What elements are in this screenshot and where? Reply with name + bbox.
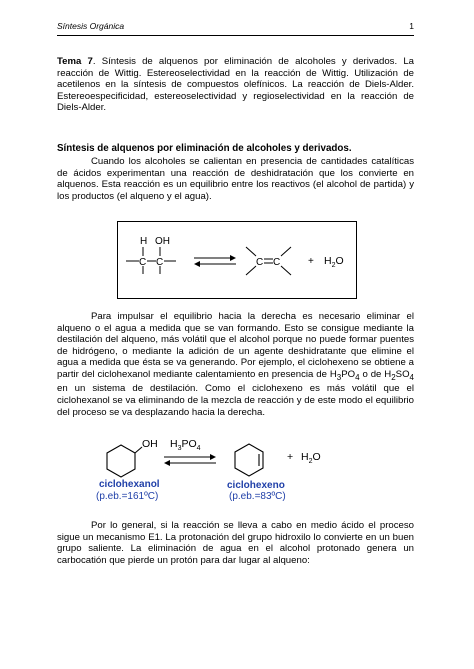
scheme2-plus: + [287,451,294,463]
dehydration-scheme [117,221,357,299]
reactant-name: ciclohexanol [99,479,160,490]
scheme1-c4: C [273,257,281,268]
topic-intro [57,56,414,114]
page-number: 1 [409,21,414,31]
paragraph-mechanism: Por lo general, si la reacción se lleva a cabo en medio ácido el proceso sigue un mecanismo E1. La protonación del grupo hidroxilo lo convierte en un buen grupo saliente. La eliminación de agua en el alcohol protonado genera un carbocatión que pierde un protón para dar lugar al alqueno: [57,520,414,566]
scheme2-water: $H_2O$ [301,451,321,465]
scheme1-water: $H_2O$ [324,255,344,269]
topic-label: Tema 7 [57,56,93,67]
scheme1-alkene-bond-lr [281,266,291,275]
topic-text: . Síntesis de alquenos por eliminación de alcoholes y derivados. La reacción de Wittig. Estereoselectividad en la reacción de Wittig. Utilización de acetilenos en la síntesis de compuestos olefínicos. La reacción de Diels-Alder. Estereoespecificidad, estereoselectividad y regioselectividad en la reacción de Diels-Alder. [57,56,415,114]
running-title: Síntesis Orgánica [57,21,125,31]
dehydration-scheme-drawing [118,222,356,298]
equilibrium-arrows-icon [194,255,236,267]
scheme1-alkene-bond-ur [281,247,291,256]
cyclohexanol-oh-label: OH [142,438,158,450]
equilibrium-arrows-icon [164,454,216,466]
scheme1-h-label: H [140,236,148,247]
cyclohexanol-oh-bond [135,447,142,453]
reagent-label: $H_3PO_4$ [170,438,201,452]
product-name: ciclohexeno [227,480,285,491]
cyclohexanol-ring-icon [107,445,135,477]
scheme1-c2: C [156,257,164,268]
paragraph-dehydration: Cuando los alcoholes se calientan en presencia de cantidades catalíticas de ácidos experimentan una reacción de deshidratación que los convierte en alquenos. Esta reacción es un equilibrio entre los reactivos (el alcohol de partida) y los productos (el alqueno y el agua). [57,156,414,202]
scheme1-c3: C [256,257,264,268]
product-boiling-point: (p.eb.=83ºC) [229,491,286,502]
scheme1-plus: + [308,256,314,267]
reactant-boiling-point: (p.eb.=161ºC) [96,491,159,502]
scheme1-oh-label: OH [155,236,170,247]
paragraph-distillation: Para impulsar el equilibrio hacia la derecha es necesario eliminar el alqueno o el agua a medida que se van formando. Esto se consigue mediante la destilación del alqueno, más volátil que el alcohol porque no puede formar puentes de hidrógeno, o mediante la adición de un agente deshidratante que elimine el agua a medida que ésta se va generando. Por ejemplo, el ciclohexeno se obtiene a partir del ciclohexanol mediante calentamiento en presencia de $H_3PO_4$ o de $H_2SO_4$ en un sistema de destilación. Como el ciclohexeno es más volátil que el ciclohexanol se va eliminando de la mezcla de reacción y de este modo el equilibrio del proceso se va desplazando hacia la derecha. [57,311,414,418]
section-title: Síntesis de alquenos por eliminación de alcoholes y derivados. [57,143,352,154]
scheme1-c1: C [139,257,147,268]
cyclohexanol-scheme [57,425,414,505]
running-header [57,21,414,36]
scheme1-alkene-bond-ll [246,266,256,275]
scheme1-alkene-bond-ul [246,247,256,256]
